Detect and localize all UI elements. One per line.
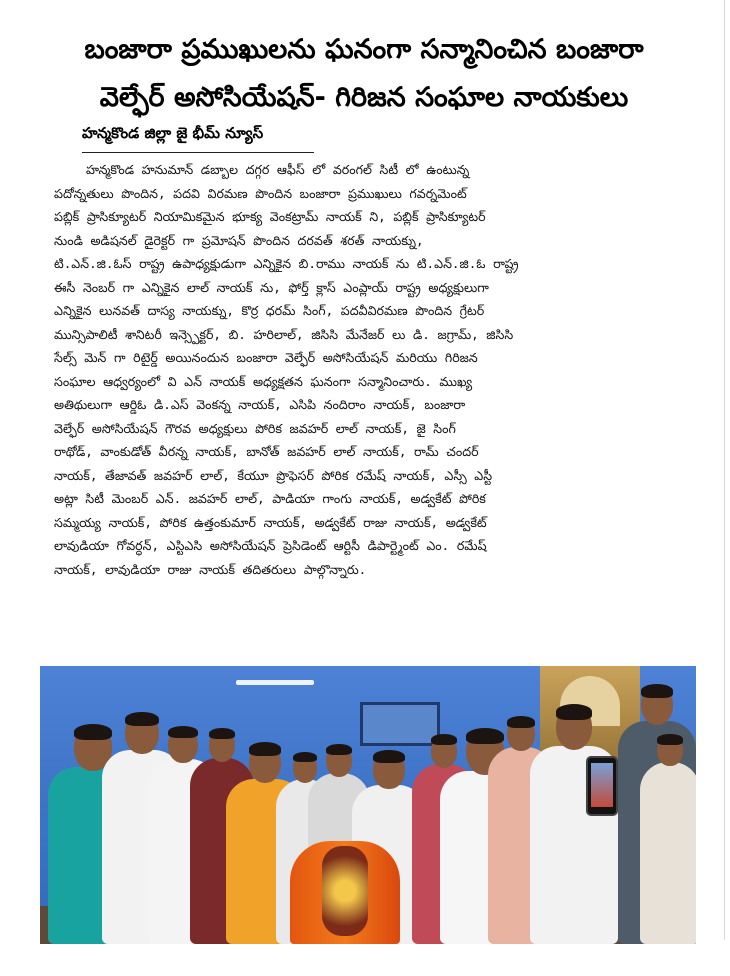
- article-line: పబ్లిక్ ప్రాసిక్యూటర్ నియామికమైన భూక్య వెంకట్రామ్ నాయక్ ని, పబ్లిక్ ప్రాసిక్యూటర్: [54, 209, 486, 224]
- news-photo: [40, 666, 696, 944]
- photo-wall-frame: [360, 702, 440, 746]
- article-line: సంఘాల ఆధ్వర్యంలో వి ఎన్ నాయక్ అధ్యక్షతన ఘనంగా సన్మానించారు. ముఖ్య: [54, 373, 473, 389]
- article-line: నాయక్, తేజావత్ జవహర్ లాల్, కేయూ ప్రొఫెసర్ పోరిక రమేష్ నాయక్, ఎస్సీ ఎస్టీ: [54, 467, 493, 483]
- article-line: నుండి అడిషనల్ డైరెక్టర్ గా ప్రమోషన్ పొందిన దరవత్ శరత్ నాయక్ను,: [54, 232, 424, 248]
- article-line: టి.ఎన్.జి.ఓస్ రాష్ట్ర ఉపాధ్యక్షుడుగా ఎన్నికైన బి.రాము నాయక్ ను టి.ఎన్.జి.ఓ రాష్ట్ర: [54, 256, 519, 271]
- honoree-garland: [322, 846, 368, 936]
- article-line: పదోన్నతులు పొందిన, పదవి విరమణ పొందిన బంజారా ప్రముఖులు గవర్నమెంట్: [54, 185, 467, 201]
- byline: హన్మకొండ జిల్లా జై భీమ్ న్యూస్: [82, 124, 314, 153]
- page-edge-rule: [724, 0, 725, 940]
- headline-line-2: వెల్ఫేర్ అసోసియేషన్- గిరిజన సంఘాల నాయకులు: [99, 82, 629, 113]
- article-line: అతిథులుగా ఆర్డిఓ డి.ఎస్ వెంకన్న నాయక్, ఎసిపి నందిరాం నాయక్, బంజారా: [54, 397, 466, 412]
- article-line: హన్మకొండ హనుమాన్ డబ్బాల దగ్గర ఆఫీస్ లో వరంగల్ సిటీ లో ఉంటున్న: [86, 162, 470, 177]
- article-line: ఈసీ నెంబర్ గా ఎన్నికైన లాల్ నాయక్ ను, ఫోర్త్ క్లాస్ ఎంప్లాయ్ రాష్ట్ర అధ్యక్షులుగా: [54, 279, 489, 295]
- phone-in-hand: [586, 756, 618, 816]
- article-line: లావుడియా గోవర్ధన్, ఎస్టిఎసి అసోసియేషన్ ప్రెసిడెంట్ ఆర్టిసీ డిపార్ట్మెంట్ ఎం. రమేష్: [54, 538, 487, 553]
- article-line: వెల్ఫేర్ అసోసియేషన్ గౌరవ అధ్యక్షులు పోరిక జవహర్ లాల్ నాయక్, జై సింగ్: [54, 420, 456, 436]
- article-line: రాథోడ్, వాంకుడోత్ వీరన్న నాయక్, బానోత్ జవహర్ లాల్ నాయక్, రామ్ చందర్: [54, 444, 479, 459]
- headline: [34, 26, 694, 122]
- article-line: సేల్స్ మెన్ గా రిటైర్డ్ అయినందున బంజారా వెల్ఫేర్ అసోసియేషన్ మరియు గిరిజన: [54, 350, 478, 365]
- article-line: అట్లా సిటీ మెంబర్ ఎన్. జవహర్ లాల్, పాడియా గాంగు నాయక్, అడ్వకేట్ పోరిక: [54, 491, 486, 506]
- article-line: మున్సిపాలిటీ శానిటరీ ఇన్స్పెక్టర్, బి. హరిలాల్, జిసిసి మేనేజర్ లు డి. జగ్రామ్, జిసిసి: [54, 326, 514, 342]
- article-line: నాయక్, లావుడియా రాజు నాయక్ తదితరులు పాల్గొన్నారు.: [54, 561, 367, 577]
- article-body: [54, 158, 662, 581]
- article-line: సమ్మయ్య నాయక్, పోరిక ఉత్తంకుమార్ నాయక్, అడ్వకేట్ రాజు నాయక్, అడ్వకేట్: [54, 514, 487, 530]
- headline-line-1: బంజారా ప్రముఖులను ఘనంగా సన్మానించిన బంజారా: [84, 34, 644, 65]
- photo-tubelight: [236, 680, 314, 685]
- article-line: ఎన్నికైన లునవత్ దాస్య నాయక్ను, కొర్ర ధరమ్ సింగ్, పదవీవిరమణ పొందిన గ్రేటర్: [54, 303, 485, 318]
